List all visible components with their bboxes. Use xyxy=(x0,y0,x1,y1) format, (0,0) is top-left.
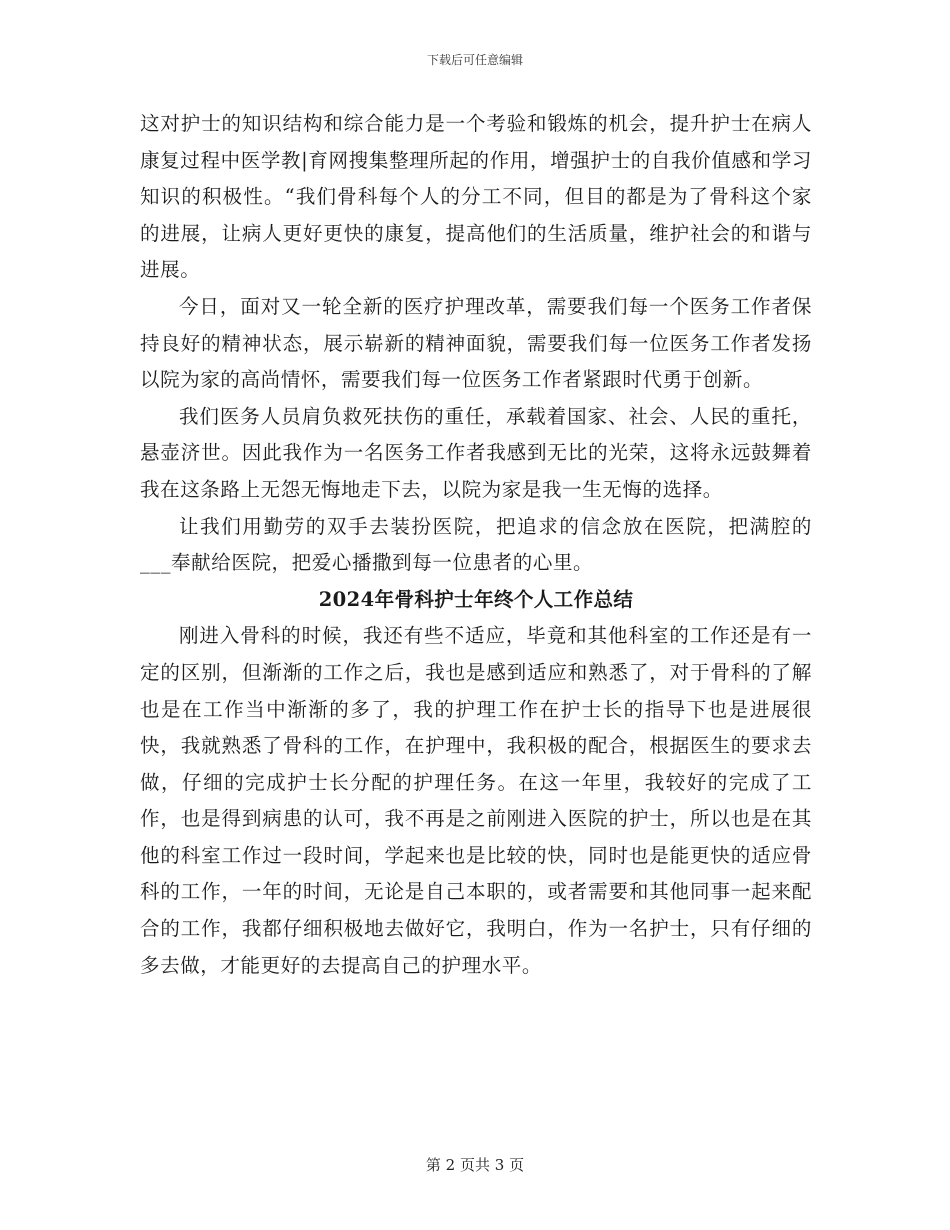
paragraph-responsibility: 我们医务人员肩负救死扶伤的重任，承载着国家、社会、人民的重托，悬壶济世。因此我作为一名医务工作者我感到无比的光荣，这将永远鼓舞着我在这条路上无怨无悔地走下去，以院为家是我一生无悔的选择。 xyxy=(140,404,812,501)
paragraph-continuation: 这对护士的知识结构和综合能力是一个考验和锻炼的机会，提升护士在病人康复过程中医学教|育网搜集整理所起的作用，增强护士的自我价值感和学习知识的积极性。“我们骨科每个人的分工不同，但目的都是为了骨科这个家的进展，让病人更好更快的康复，提高他们的生活质量，维护社会的和谐与进展。 xyxy=(140,112,812,282)
section-title: 2024年骨科护士年终个人工作总结 xyxy=(318,587,634,611)
page-header: 下载后可任意编辑 xyxy=(426,53,523,67)
paragraph-reform: 今日，面对又一轮全新的医疗护理改革，需要我们每一个医务工作者保持良好的精神状态，展示崭新的精神面貌，需要我们每一位医务工作者发扬以院为家的高尚情怀，需要我们每一位医务工作者紧跟时代勇于创新。 xyxy=(140,294,812,392)
paragraph-closing: 让我们用勤劳的双手去装扮医院，把追求的信念放在医院，把满腔的___奉献给医院，把爱心播撒到每一位患者的心里。 xyxy=(140,514,812,575)
document-body xyxy=(140,106,812,984)
page-footer: 第 2 页共 3 页 xyxy=(425,1156,525,1174)
paragraph-summary: 刚进入骨科的时候，我还有些不适应，毕竟和其他科室的工作还是有一定的区别，但渐渐的工作之后，我也是感到适应和熟悉了，对于骨科的了解也是在工作当中渐渐的多了，我的护理工作在护士长的指导下也是进展很快，我就熟悉了骨科的工作，在护理中，我积极的配合，根据医生的要求去做，仔细的完成护士长分配的护理任务。在这一年里，我较好的完成了工作，也是得到病患的认可，我不再是之前刚进入医院的护士，所以也是在其他的科室工作过一段时间，学起来也是比较的快，同时也是能更快的适应骨科的工作，一年的时间，无论是自己本职的，或者需要和其他同事一起来配合的工作，我都仔细积极地去做好它，我明白，作为一名护士，只有仔细的多去做，才能更好的去提高自己的护理水平。 xyxy=(140,624,812,977)
